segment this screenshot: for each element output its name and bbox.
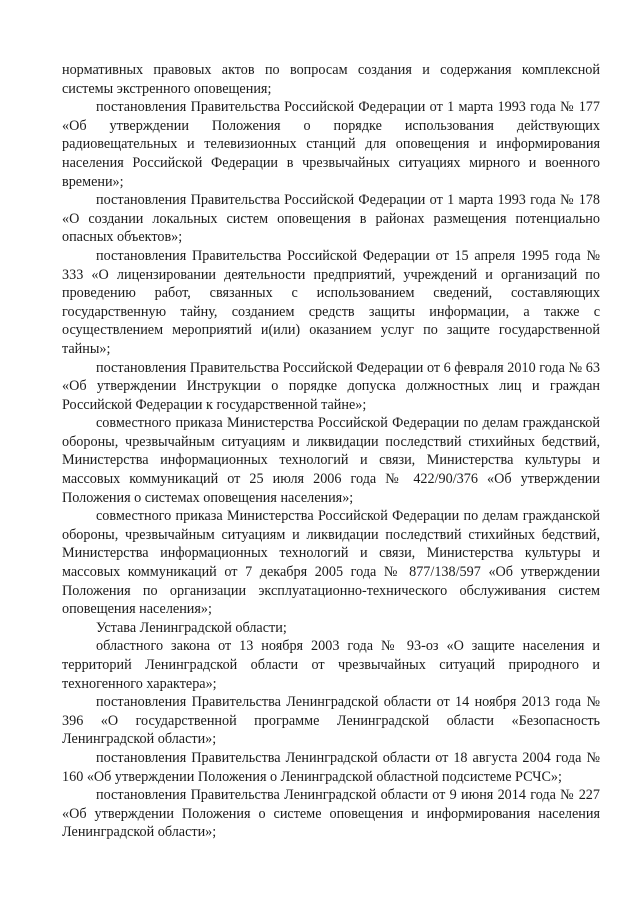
paragraph-decree-63: постановления Правительства Российской Федерации от 6 февраля 2010 года № 63 «Об утверждении Инструкции о порядке допуска должностных лиц и граждан Российской Федерации к государственной тайне»; [62, 359, 600, 413]
paragraph-decree-178: постановления Правительства Российской Федерации от 1 марта 1993 года № 178 «О создании локальных систем оповещения в районах размещения потенциально опасных объектов»; [62, 192, 600, 246]
paragraph-decree-396: постановления Правительства Ленинградской области от 14 ноября 2013 года № 396 «О государственной программе Ленинградской области «Безопасность Ленинградской области»; [62, 694, 600, 748]
paragraph-order-877: совместного приказа Министерства Российской Федерации по делам гражданской обороны, чрезвычайным ситуациям и ликвидации последствий стихийных бедствий, Министерства информационных технологий и связи, Министерства культуры и массовых коммуникаций от 7 декабря 2005 года № 877/138/597 «Об утверждении Положения по организации эксплуатационно-технического обслуживания систем оповещения населения»; [62, 508, 600, 618]
document-page [62, 61, 600, 842]
paragraph-decree-333: постановления Правительства Российской Федерации от 15 апреля 1995 года № 333 «О лицензировании деятельности предприятий, учреждений и организаций по проведению работ, связанных с использованием сведений, составляющих государственную тайну, созданием средств защиты информации, а также с осуществлением мероприятий и(или) оказанием услуг по защите государственной тайны»; [62, 247, 600, 357]
paragraph-decree-177: постановления Правительства Российской Федерации от 1 марта 1993 года № 177 «Об утверждении Положения о порядке использования действующих радиовещательных и телевизионных станций для оповещения и информирования населения Российской Федерации в чрезвычайных ситуациях мирного и военного времени»; [62, 99, 600, 190]
paragraph-law-93-oz: областного закона от 13 ноября 2003 года № 93-оз «О защите населения и территорий Ленинградской области от чрезвычайных ситуаций природного и техногенного характера»; [62, 638, 600, 692]
paragraph-order-422: совместного приказа Министерства Российской Федерации по делам гражданской обороны, чрезвычайным ситуациям и ликвидации последствий стихийных бедствий, Министерства информационных технологий и связи, Министерства культуры и массовых коммуникаций от 25 июля 2006 года № 422/90/376 «Об утверждении Положения о системах оповещения населения»; [62, 415, 600, 506]
paragraph-decree-160: постановления Правительства Ленинградской области от 18 августа 2004 года № 160 «Об утверждении Положения о Ленинградской областной подсистеме РСЧС»; [62, 749, 600, 785]
paragraph-charter: Устава Ленинградской области; [96, 619, 287, 636]
paragraph-continuation: нормативных правовых актов по вопросам создания и содержания комплексной системы экстренного оповещения; [62, 62, 600, 97]
paragraph-decree-227: постановления Правительства Ленинградской области от 9 июня 2014 года № 227 «Об утверждении Положения о системе оповещения и информирования населения Ленинградской области»; [62, 787, 600, 841]
